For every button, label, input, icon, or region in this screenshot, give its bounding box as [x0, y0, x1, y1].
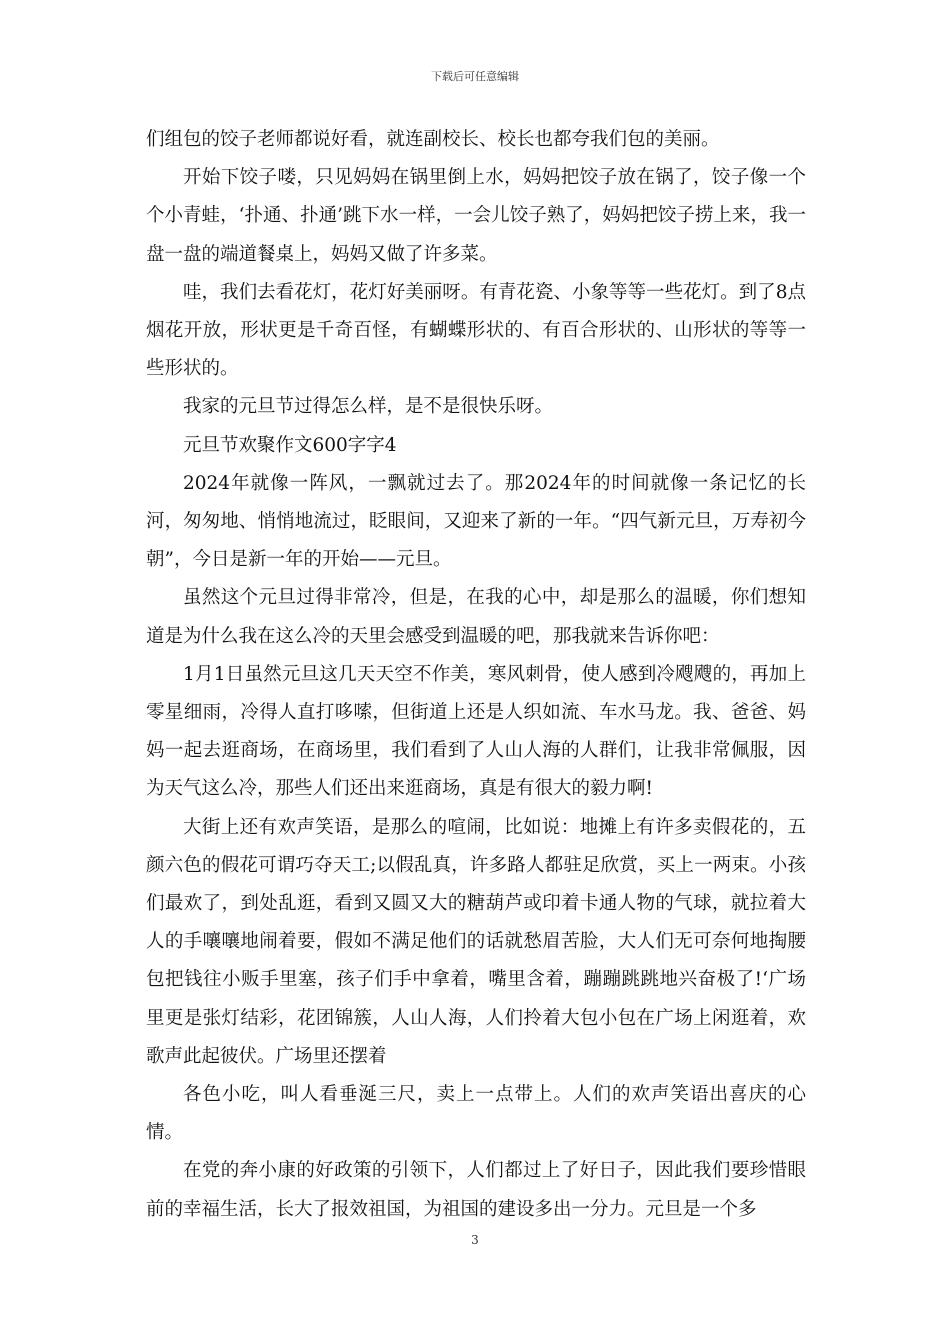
paragraph-2: 开始下饺子喽，只见妈妈在锅里倒上水，妈妈把饺子放在锅了，饺子像一个个小青蛙，‘扑通、扑通’跳下水一样，一会儿饺子熟了，妈妈把饺子捞上来，我一盘一盘的端道餐桌上，妈妈又做了许多菜。 — [146, 167, 806, 265]
section-title: 元旦节欢聚作文600字字4 — [183, 434, 397, 456]
page-number: 3 — [471, 1233, 479, 1247]
paragraph-9: 各色小吃，叫人看垂涎三尺，卖上一点带上。人们的欢声笑语出喜庆的心情。 — [146, 1084, 806, 1144]
paragraph-10: 在党的奔小康的好政策的引领下，人们都过上了好日子，因此我们要珍惜眼前的幸福生活，长大了报效祖国，为祖国的建设多出一分力。元旦是一个多 — [146, 1160, 806, 1220]
paragraph-8: 大街上还有欢声笑语，是那么的喧闹，比如说：地摊上有许多卖假花的，五颜六色的假花可谓巧夺天工;以假乱真，许多路人都驻足欣赏，买上一两束。小孩们最欢了，到处乱逛，看到又圆又大的糖葫芦或印着卡通人物的气球，就拉着大人的手嚷嚷地闹着要，假如不满足他们的话就愁眉苦脸，大人们无可奈何地掏腰包把钱往小贩手里塞，孩子们手中拿着，嘴里含着，蹦蹦跳跳地兴奋极了!‘广场里更是张灯结彩，花团锦簇，人山人海，人们拎着大包小包在广场上闲逛着，欢歌声此起彼伏。广场里还摆着 — [146, 816, 806, 1067]
paragraph-7: 1月1日虽然元旦这几天天空不作美，寒风刺骨，使人感到冷飕飕的，再加上零星细雨，冷得人直打哆嗦，但街道上还是人织如流、车水马龙。我、爸爸、妈妈一起去逛商场，在商场里，我们看到了人山人海的人群们，让我非常佩服，因为天气这么冷，那些人们还出来逛商场，真是有很大的毅力啊! — [146, 663, 806, 800]
paragraph-6: 虽然这个元旦过得非常冷，但是，在我的心中，却是那么的温暖，你们想知道是为什么我在这么冷的天里会感受到温暖的吧，那我就来告诉你吧： — [146, 587, 806, 647]
paragraph-1: 们组包的饺子老师都说好看，就连副校长、校长也都夸我们包的美丽。 — [146, 129, 720, 150]
document-body — [146, 121, 806, 1229]
paragraph-5: 2024年就像一阵风，一飘就过去了。那2024年的时间就像一条记忆的长河，匆匆地、悄悄地流过，眨眼间，又迎来了新的一年。“四气新元旦，万寿初今朝”，今日是新一年的开始——元旦。 — [146, 472, 806, 571]
page-header-note: 下载后可任意编辑 — [431, 70, 519, 83]
paragraph-3: 哇，我们去看花灯，花灯好美丽呀。有青花瓷、小象等等一些花灯。到了8点烟花开放，形状更是千奇百怪，有蝴蝶形状的、有百合形状的、山形状的等等一些形状的。 — [146, 281, 806, 380]
paragraph-4: 我家的元旦节过得怎么样，是不是很快乐呀。 — [183, 396, 554, 418]
